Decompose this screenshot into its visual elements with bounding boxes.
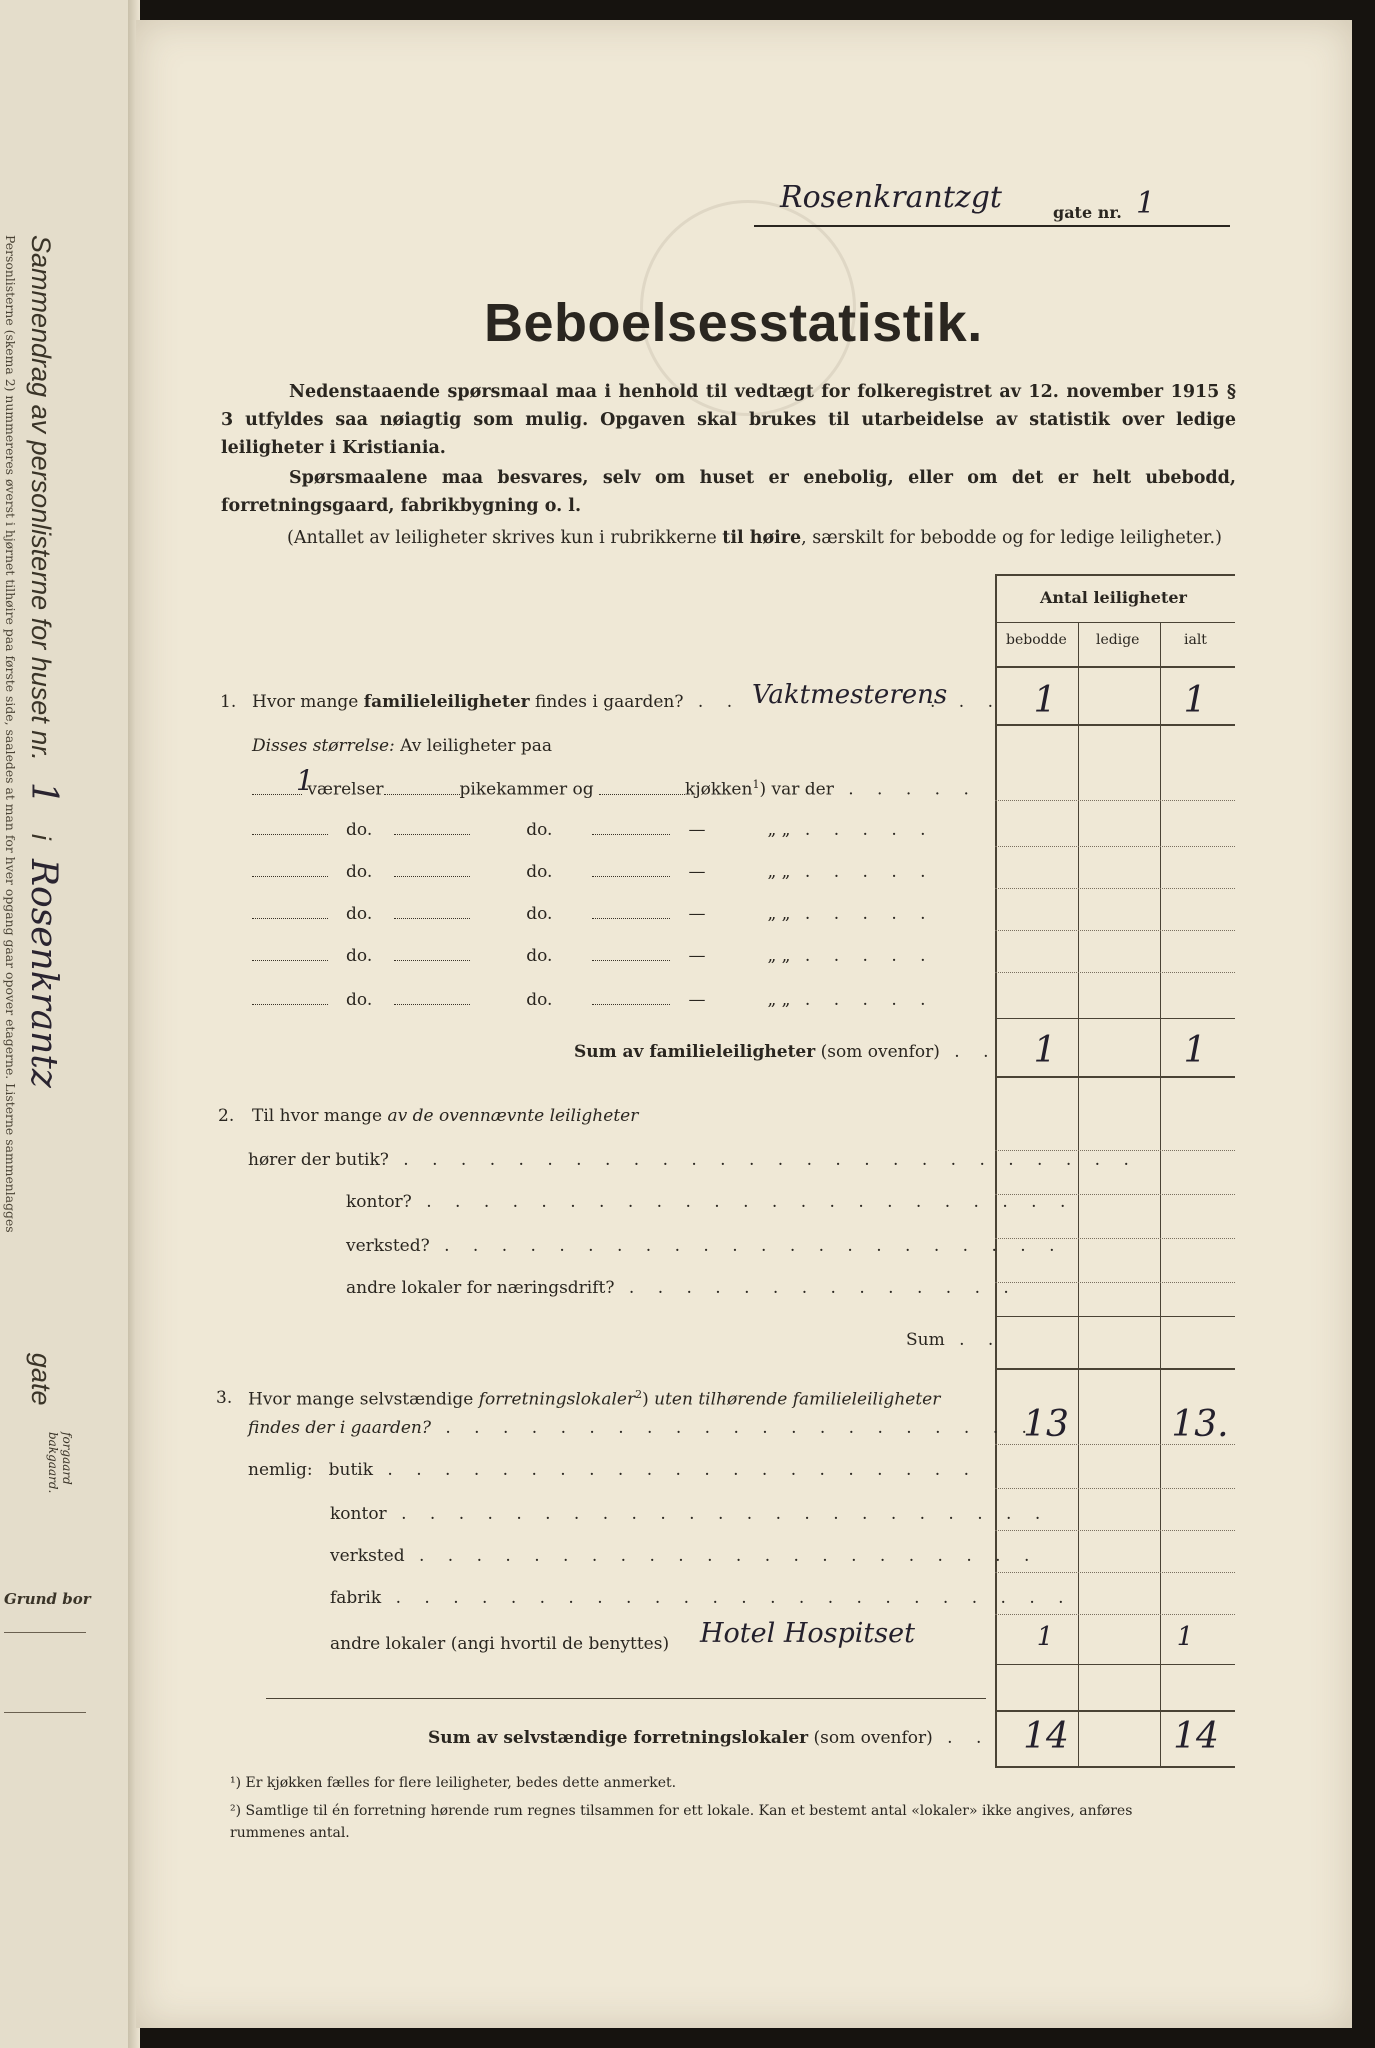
q1-pike-blank: [384, 794, 460, 795]
do-dots: . . . . .: [790, 820, 935, 840]
q3-ialt-value: 13.: [1171, 1404, 1229, 1445]
q1-kjokken: kjøkken: [685, 779, 753, 800]
do-blank: [394, 1004, 470, 1005]
col-bebodde: bebodde: [1006, 632, 1067, 648]
do-blank: [394, 834, 470, 835]
q3-butik-row: [248, 1460, 978, 1480]
do-blank: [394, 960, 470, 961]
q1-hw-rooms: 1: [296, 764, 314, 797]
q2-sum-dots: . .: [944, 1330, 1003, 1350]
q1-rooms-blank: [252, 794, 302, 795]
q3-andre-bebodde: 1: [1036, 1622, 1054, 1652]
do-label: do.: [526, 820, 553, 840]
do-label: do.: [346, 990, 373, 1010]
q3-sum-label: Sum av selvstændige forretningslokaler: [428, 1728, 809, 1748]
q3-butik-label: butik: [328, 1460, 374, 1480]
q3-sum-bebodde: 14: [1023, 1716, 1069, 1757]
q3-andre-ialt: 1: [1176, 1622, 1194, 1652]
do-blank: [592, 876, 670, 877]
q3-question-line2: [248, 1418, 1036, 1438]
row-rule-q3b: [995, 1488, 1235, 1489]
do-quote: „ „: [767, 990, 791, 1010]
do-label: do.: [526, 862, 553, 882]
do-quote: „ „: [767, 904, 791, 924]
q1-size-text: Av leiligheter paa: [400, 736, 553, 756]
q2-sum-row: [906, 1330, 1002, 1350]
q1-question: [252, 692, 741, 712]
q1-dots-end: . . .: [930, 692, 1003, 712]
row-rule-q2e: [995, 1316, 1235, 1317]
do-blank: [252, 1004, 328, 1005]
q1-sum-ialt: 1: [1183, 1030, 1207, 1071]
col-ialt: ialt: [1184, 632, 1207, 648]
side-grund-bor: Grund bor: [4, 1590, 91, 1608]
q1-sum-label: Sum av familieleiligheter: [574, 1042, 816, 1062]
q1-sum-dots: . .: [939, 1042, 998, 1062]
q3-fabrik-label: fabrik: [330, 1588, 382, 1608]
q3-andre-row: [330, 1634, 669, 1654]
side-vertical-text: [23, 235, 64, 1615]
do-dots: . . . . .: [790, 990, 935, 1010]
do-label: do.: [526, 946, 553, 966]
side-gate: gate: [26, 1352, 56, 1406]
side-hw-street: Rosenkrantz: [23, 858, 64, 1088]
q3-verksted-label: verksted: [330, 1546, 405, 1566]
q1-pikekammer: pikekammer og: [459, 779, 594, 800]
footnote-1: ¹) Er kjøkken fælles for flere leiligheter, bedes dette anmerket.: [230, 1775, 677, 1791]
q3-text-d: findes der i gaarden?: [248, 1418, 431, 1438]
do-blank: [252, 834, 328, 835]
side-instructions: [3, 235, 18, 1505]
do-dash: —: [688, 990, 706, 1010]
row-rule-3: [995, 888, 1235, 889]
side-title: Sammendrag av personlisterne for huset nr.: [26, 235, 56, 761]
do-label: do.: [526, 904, 553, 924]
do-dots: . . . . .: [790, 862, 935, 882]
q3-hw-andre: Hotel Hospitset: [700, 1618, 915, 1649]
do-blank: [592, 1004, 670, 1005]
side-instructions-text: Personlisterne (skema 2) nummereres øverst i hjørnet tilhøire paa første side, saaledes at man for hver opgang gaar opover etagerne. Listerne sammenlagges: [3, 235, 18, 1233]
q3-text-b: forretningslokaler: [478, 1389, 636, 1410]
row-rule-q3f: [995, 1664, 1235, 1665]
q1-kjokken-blank: [599, 794, 685, 795]
do-blank: [592, 960, 670, 961]
q1-sum-row: [574, 1042, 997, 1062]
q3-text-a: Hvor mange selvstændige: [248, 1389, 479, 1410]
intro-p3-a: (Antallet av leiligheter skrives kun i rubrikkerne: [287, 528, 723, 548]
q1-dots: . .: [683, 692, 742, 712]
q2-butik-dots: . . . . . . . . . . . . . . . . . . . . . . . . . .: [388, 1150, 1138, 1170]
q3-kontor-row: [330, 1504, 1049, 1524]
q1-sum-bebodde: 1: [1033, 1030, 1057, 1071]
q1-hw-note: Vaktmesterens: [752, 680, 948, 710]
do-label: do.: [526, 990, 553, 1010]
row-rule-sum2: [995, 1368, 1235, 1370]
q1-do-row-3: [252, 904, 935, 924]
row-rule-sum3: [995, 1710, 1235, 1712]
side-forgaard-text: forgaard bakgaard.: [46, 1432, 74, 1494]
q1-do-row-4: [252, 946, 935, 966]
q3-verksted-row: [330, 1546, 1038, 1566]
side-rule-1: [4, 1632, 86, 1633]
row-rule-q2d: [995, 1282, 1235, 1283]
q1-size-line: [252, 736, 552, 756]
hw-gate-number: 1: [1136, 186, 1156, 221]
q3-fabrik-row: [330, 1588, 1073, 1608]
q1-do-row-2: [252, 862, 935, 882]
q3-andre-label: andre lokaler (angi hvortil de benyttes): [330, 1634, 670, 1654]
do-dots: . . . . .: [790, 946, 935, 966]
row-rule-q1: [995, 724, 1235, 726]
q2-question: [252, 1106, 638, 1126]
q2-butik-row: [248, 1150, 1138, 1170]
row-rule-sum1: [995, 1076, 1235, 1078]
q1-rooms-dots: . . . . .: [833, 779, 978, 800]
do-quote: „ „: [767, 820, 791, 840]
side-i: i: [26, 833, 56, 840]
q1-rooms-line: 1 værelser pikekammer og kjøkken$^1$) var der . . . . .: [252, 778, 978, 800]
q1-text-a: Hvor mange: [252, 692, 364, 712]
do-label: do.: [346, 862, 373, 882]
do-dash: —: [688, 820, 706, 840]
q2-andre-dots: . . . . . . . . . . . . . .: [614, 1278, 1018, 1298]
q2-text-b: av de ovennævnte leiligheter: [387, 1106, 639, 1126]
do-dots: . . . . .: [790, 904, 935, 924]
do-blank: [394, 918, 470, 919]
q2-andre-row: [346, 1278, 1018, 1298]
row-rule-6: [995, 1018, 1235, 1019]
q1-size-label: Disses størrelse:: [252, 736, 395, 756]
do-label: do.: [346, 904, 373, 924]
intro-p1: Nedenstaaende spørsmaal maa i henhold til vedtægt for folkeregistret av 12. november 1915 § 3 utfyldes saa nøiagtig som mulig. Opgaven skal brukes til utarbeidelse av statistik over ledige leiligheter i Kristiania.: [221, 382, 1236, 458]
q2-number: 2.: [218, 1106, 235, 1126]
q3-kontor-dots: . . . . . . . . . . . . . . . . . . . . . . .: [386, 1504, 1050, 1524]
q3-number: 3.: [216, 1388, 233, 1408]
gate-underline: [754, 225, 1230, 227]
row-rule-q3d: [995, 1572, 1235, 1573]
intro-p3-b: til høire: [722, 528, 802, 548]
q2-kontor-label: kontor?: [346, 1192, 412, 1212]
row-rule-q3c: [995, 1530, 1235, 1531]
do-label: do.: [346, 820, 373, 840]
table-header-bottom-rule: [995, 666, 1235, 668]
q3-fabrik-dots: . . . . . . . . . . . . . . . . . . . . . . . .: [381, 1588, 1073, 1608]
do-quote: „ „: [767, 946, 791, 966]
do-blank: [252, 960, 328, 961]
row-rule-4: [995, 930, 1235, 931]
q2-kontor-row: [346, 1192, 1074, 1212]
do-label: do.: [346, 946, 373, 966]
do-blank: [592, 834, 670, 835]
footnote-2: ²) Samtlige til én forretning hørende rum regnes tilsammen for ett lokale. Kan et bestemt antal «lokaler» ikke angives, anføres rummenes antal.: [230, 1803, 1133, 1841]
q1-var-der: var der: [771, 779, 834, 800]
side-hw-number: 1: [23, 781, 64, 805]
q2-text-a: Til hvor mange: [252, 1106, 388, 1126]
do-blank: [252, 876, 328, 877]
intro-p2: Spørsmaalene maa besvares, selv om huset er enebolig, eller om det er helt ubebodd, forretningsgaard, fabrikbygning o. l.: [221, 468, 1236, 516]
q2-verksted-row: [346, 1236, 1064, 1256]
side-forgaard: [46, 1432, 74, 1502]
q3-dots: . . . . . . . . . . . . . . . . . . . . .: [430, 1418, 1036, 1438]
q3-sum-paren: (som ovenfor): [813, 1728, 933, 1748]
q2-sum-label: Sum: [906, 1330, 945, 1350]
row-rule-1: [995, 800, 1235, 801]
q1-ialt-value: 1: [1183, 680, 1207, 721]
q3-nemlig: nemlig:: [248, 1460, 313, 1480]
do-quote: „ „: [767, 862, 791, 882]
intro-paragraph-3: [287, 524, 1247, 552]
q2-andre-label: andre lokaler for næringsdrift?: [346, 1278, 615, 1298]
q1-sum-paren: (som ovenfor): [820, 1042, 940, 1062]
table-top-rule: [995, 574, 1235, 576]
q1-do-row-1: [252, 820, 935, 840]
q2-butik-label: hører der butik?: [248, 1150, 389, 1170]
q2-kontor-dots: . . . . . . . . . . . . . . . . . . . . . . .: [411, 1192, 1075, 1212]
col-ledige: ledige: [1096, 632, 1140, 648]
q1-text-c: findes i gaarden?: [529, 692, 684, 712]
do-dash: —: [688, 862, 706, 882]
q3-text-c: uten tilhørende familieleiligheter: [648, 1389, 941, 1410]
q3-sum-ialt: 14: [1173, 1716, 1219, 1757]
row-rule-5: [995, 972, 1235, 973]
q3-butik-dots: . . . . . . . . . . . . . . . . . . . . .: [373, 1460, 978, 1480]
do-blank: [252, 918, 328, 919]
q1-number: 1.: [220, 692, 237, 712]
q3-sum-dots: . .: [932, 1728, 991, 1748]
q3-bebodde-value: 13: [1023, 1404, 1069, 1445]
q1-text-b: familieleiligheter: [363, 692, 530, 712]
row-rule-2: [995, 846, 1235, 847]
q3-separator-rule: [266, 1698, 986, 1699]
q1-do-row-5: [252, 990, 935, 1010]
do-dash: —: [688, 904, 706, 924]
book-spine: [0, 0, 138, 2048]
intro-paragraph-1: [221, 378, 1236, 462]
side-rule-2: [4, 1712, 86, 1713]
hw-street-name: Rosenkrantzgt: [780, 180, 1002, 215]
page-title: Beboelsesstatistik.: [484, 293, 983, 353]
gate-nr-label: gate nr.: [1053, 203, 1122, 222]
q2-verksted-label: verksted?: [346, 1236, 430, 1256]
q2-verksted-dots: . . . . . . . . . . . . . . . . . . . . . .: [429, 1236, 1064, 1256]
q3-kontor-label: kontor: [330, 1504, 387, 1524]
q3-sum-row: [428, 1728, 990, 1748]
intro-paragraph-2: [221, 464, 1236, 520]
table-subheader-rule: [995, 622, 1235, 623]
do-dash: —: [688, 946, 706, 966]
do-blank: [592, 918, 670, 919]
q3-verksted-dots: . . . . . . . . . . . . . . . . . . . . . .: [404, 1546, 1039, 1566]
intro-p3-c: , særskilt for bebodde og for ledige leiligheter.): [801, 528, 1222, 548]
q3-question-line1: Hvor mange selvstændige forretningslokaler$^2$) uten tilhørende familieleiligheter: [248, 1388, 941, 1410]
q1-bebodde-value: 1: [1033, 680, 1057, 721]
table-group-header: Antal leiligheter: [1040, 588, 1187, 607]
do-blank: [394, 876, 470, 877]
row-rule-q3e: [995, 1614, 1235, 1615]
q1-vaerelser: værelser: [307, 779, 384, 800]
table-bottom-rule: [995, 1766, 1235, 1768]
